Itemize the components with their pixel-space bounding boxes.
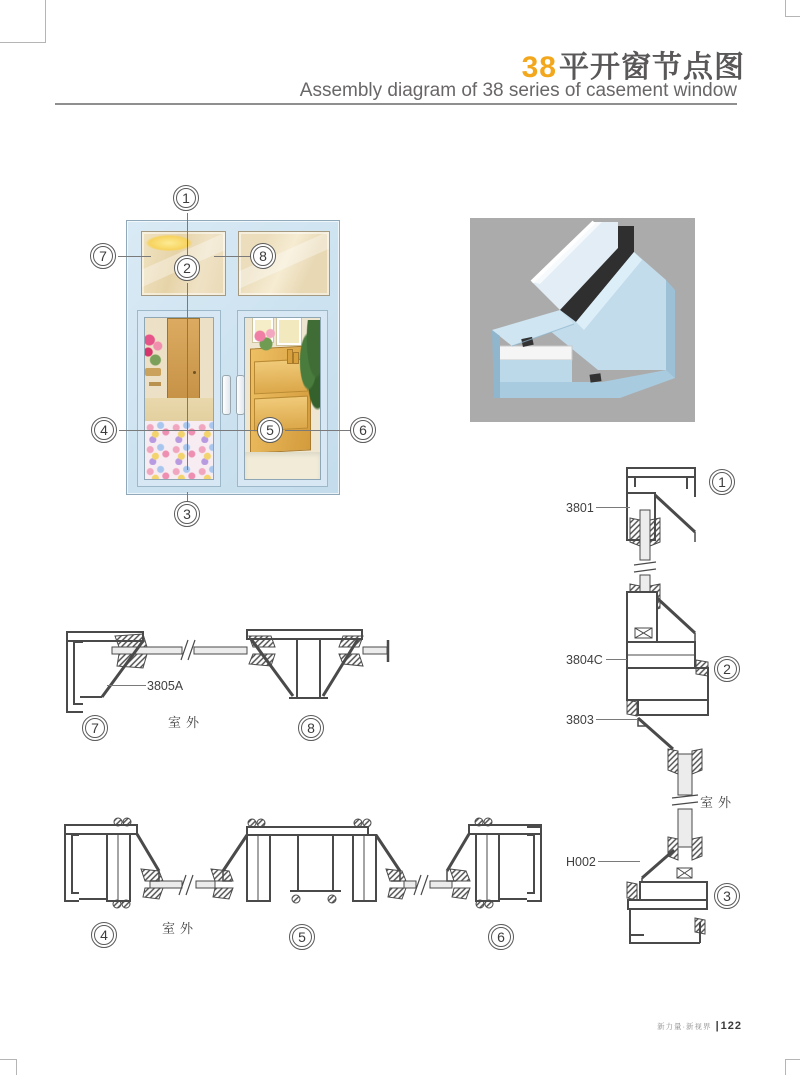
interior-flowers-left <box>144 330 165 370</box>
leader-line <box>606 659 627 660</box>
callout-window-1: 1 <box>173 185 199 211</box>
profile-render-3d <box>470 218 695 422</box>
part-label-3805A: 3805A <box>147 679 184 693</box>
title-series-number: 38 <box>521 51 557 84</box>
callout-section-2: 2 <box>714 656 740 682</box>
outdoor-label-section-7-8: 室外 <box>168 715 205 730</box>
footer-brand: 新力量·新视界 <box>657 1021 712 1031</box>
crop-mark-bottom-right <box>785 1059 800 1075</box>
ceiling-lamp <box>146 235 192 251</box>
footer-separator: | <box>715 1020 719 1032</box>
callout-section-3: 3 <box>714 883 740 909</box>
callout-window-5: 5 <box>257 417 283 443</box>
section-detail-1-2-3 <box>558 462 763 957</box>
callout-section-7: 7 <box>82 715 108 741</box>
callout-window-4: 4 <box>91 417 117 443</box>
leader-line <box>119 430 258 431</box>
interior-plant <box>298 320 321 412</box>
footer-page-number: 122 <box>720 1020 742 1032</box>
leader-line <box>596 507 630 508</box>
interior-flowers-right <box>251 327 281 353</box>
part-label-3804C: 3804C <box>566 653 603 667</box>
page-footer <box>657 1020 742 1032</box>
callout-window-6: 6 <box>350 417 376 443</box>
window-illustration <box>126 220 340 495</box>
window-handle-left <box>222 375 231 415</box>
leader-line <box>107 685 146 686</box>
outdoor-label-section-1-2-3: 室外 <box>700 795 737 810</box>
casement-glass-right <box>244 317 321 480</box>
leader-line <box>596 719 638 720</box>
interior-carpet-right <box>245 452 320 479</box>
callout-section-1: 1 <box>709 469 735 495</box>
interior-stool <box>145 368 161 376</box>
casement-glass-left <box>144 317 214 480</box>
callout-section-6: 6 <box>488 924 514 950</box>
title-text: 平开窗节点图 <box>559 51 745 84</box>
callout-window-2: 2 <box>174 255 200 281</box>
header-rule <box>55 103 737 105</box>
leader-line <box>187 213 188 256</box>
crop-mark-top-right <box>785 0 800 17</box>
leader-line <box>214 256 251 257</box>
leader-line <box>187 283 188 470</box>
callout-section-4: 4 <box>91 922 117 948</box>
leader-line <box>285 430 351 431</box>
callout-window-8: 8 <box>250 243 276 269</box>
callout-window-3: 3 <box>174 501 200 527</box>
profile-render-svg <box>470 218 695 422</box>
callout-section-8: 8 <box>298 715 324 741</box>
part-label-3801: 3801 <box>566 501 594 515</box>
callout-window-7: 7 <box>90 243 116 269</box>
part-label-3803: 3803 <box>566 713 594 727</box>
callout-section-5: 5 <box>289 924 315 950</box>
leader-line <box>598 861 640 862</box>
crop-mark-bottom-left <box>0 1059 17 1075</box>
window-handle-right <box>236 375 245 415</box>
leader-line <box>118 256 151 257</box>
crop-mark-top-left <box>0 0 46 43</box>
page-subtitle: Assembly diagram of 38 series of casement window <box>299 80 737 101</box>
part-label-H002: H002 <box>566 855 596 869</box>
outdoor-label-section-4-5-6: 室外 <box>162 921 199 936</box>
